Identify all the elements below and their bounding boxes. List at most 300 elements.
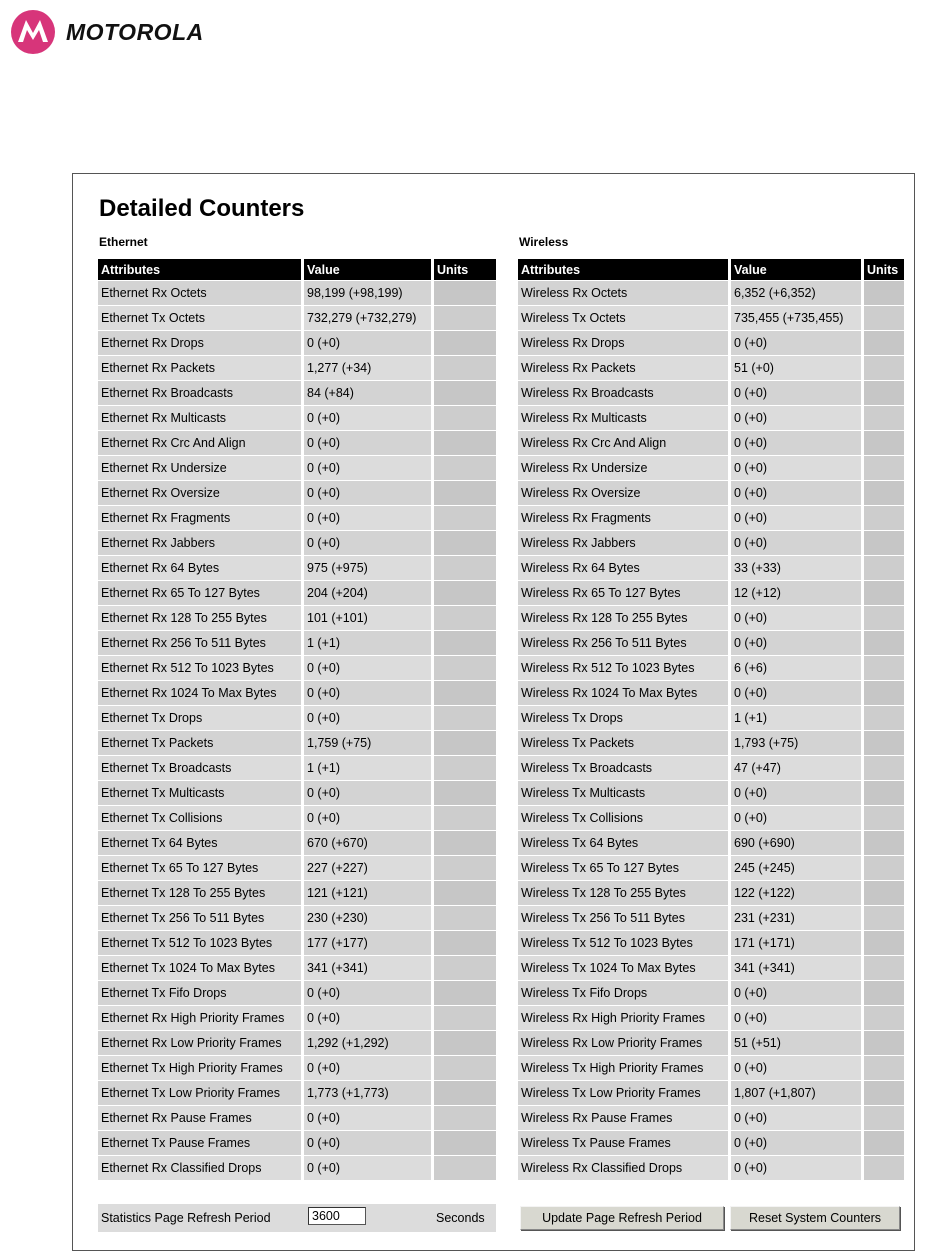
value-cell: 171 (+171) (731, 931, 864, 955)
units-cell (864, 806, 904, 830)
units-cell (434, 631, 496, 655)
attribute-cell: Ethernet Tx 512 To 1023 Bytes (98, 931, 304, 955)
refresh-period-label: Statistics Page Refresh Period (101, 1211, 271, 1225)
units-cell (434, 381, 496, 405)
units-cell (434, 1156, 496, 1180)
value-cell: 0 (+0) (304, 781, 434, 805)
attribute-cell: Wireless Tx Pause Frames (518, 1131, 731, 1155)
attribute-cell: Wireless Rx Fragments (518, 506, 731, 530)
value-cell: 0 (+0) (731, 981, 864, 1005)
attribute-cell: Ethernet Rx 512 To 1023 Bytes (98, 656, 304, 680)
attribute-cell: Wireless Tx 512 To 1023 Bytes (518, 931, 731, 955)
table-row (518, 781, 904, 805)
value-cell: 0 (+0) (731, 1131, 864, 1155)
attribute-cell: Wireless Rx High Priority Frames (518, 1006, 731, 1030)
units-cell (434, 756, 496, 780)
attribute-cell: Wireless Rx 1024 To Max Bytes (518, 681, 731, 705)
units-cell (864, 706, 904, 730)
table-row (518, 731, 904, 755)
attribute-cell: Wireless Rx 512 To 1023 Bytes (518, 656, 731, 680)
attribute-cell: Ethernet Rx Octets (98, 281, 304, 305)
units-cell (434, 1006, 496, 1030)
attribute-cell: Wireless Rx Broadcasts (518, 381, 731, 405)
attribute-cell: Wireless Rx Undersize (518, 456, 731, 480)
units-cell (864, 431, 904, 455)
table-row (98, 881, 496, 905)
table-row (98, 1006, 496, 1030)
attribute-cell: Ethernet Rx Classified Drops (98, 1156, 304, 1180)
attribute-cell: Wireless Rx 256 To 511 Bytes (518, 631, 731, 655)
units-cell (434, 406, 496, 430)
table-row (518, 981, 904, 1005)
value-cell: 0 (+0) (731, 631, 864, 655)
table-row (98, 1056, 496, 1080)
value-cell: 230 (+230) (304, 906, 434, 930)
attribute-cell: Ethernet Rx 128 To 255 Bytes (98, 606, 304, 630)
attribute-cell: Ethernet Rx Oversize (98, 481, 304, 505)
attribute-cell: Wireless Tx 128 To 255 Bytes (518, 881, 731, 905)
value-cell: 227 (+227) (304, 856, 434, 880)
wireless-counters-table (518, 258, 904, 1181)
units-cell (864, 656, 904, 680)
table-row (98, 531, 496, 555)
attribute-cell: Wireless Rx Packets (518, 356, 731, 380)
value-cell: 0 (+0) (731, 781, 864, 805)
value-cell: 0 (+0) (304, 431, 434, 455)
table-row (518, 456, 904, 480)
table-row (98, 831, 496, 855)
value-cell: 0 (+0) (304, 1056, 434, 1080)
table-row (98, 931, 496, 955)
header-attributes: Attributes (98, 259, 304, 280)
value-cell: 0 (+0) (731, 1006, 864, 1030)
value-cell: 0 (+0) (304, 331, 434, 355)
value-cell: 0 (+0) (731, 456, 864, 480)
table-row (518, 956, 904, 980)
attribute-cell: Wireless Rx Pause Frames (518, 1106, 731, 1130)
attribute-cell: Wireless Rx Multicasts (518, 406, 731, 430)
value-cell: 1,807 (+1,807) (731, 1081, 864, 1105)
value-cell: 1,793 (+75) (731, 731, 864, 755)
refresh-period-input[interactable] (308, 1207, 366, 1225)
units-cell (864, 506, 904, 530)
units-cell (434, 731, 496, 755)
table-row (98, 956, 496, 980)
value-cell: 1 (+1) (731, 706, 864, 730)
units-cell (864, 1056, 904, 1080)
table-row (518, 856, 904, 880)
value-cell: 0 (+0) (304, 406, 434, 430)
table-row (98, 1106, 496, 1130)
units-cell (434, 956, 496, 980)
attribute-cell: Wireless Tx Collisions (518, 806, 731, 830)
value-cell: 1,292 (+1,292) (304, 1031, 434, 1055)
table-row (518, 906, 904, 930)
attribute-cell: Wireless Tx Broadcasts (518, 756, 731, 780)
attribute-cell: Ethernet Tx 1024 To Max Bytes (98, 956, 304, 980)
units-cell (434, 931, 496, 955)
table-row (518, 681, 904, 705)
attribute-cell: Ethernet Tx Low Priority Frames (98, 1081, 304, 1105)
attribute-cell: Ethernet Rx Pause Frames (98, 1106, 304, 1130)
units-cell (864, 956, 904, 980)
units-cell (434, 856, 496, 880)
table-row (98, 581, 496, 605)
table-row (98, 981, 496, 1005)
table-row (98, 1031, 496, 1055)
value-cell: 98,199 (+98,199) (304, 281, 434, 305)
value-cell: 0 (+0) (731, 431, 864, 455)
table-row (98, 456, 496, 480)
value-cell: 0 (+0) (304, 1006, 434, 1030)
reset-system-counters-button[interactable]: Reset System Counters (730, 1206, 900, 1230)
table-row (518, 1031, 904, 1055)
attribute-cell: Wireless Tx Low Priority Frames (518, 1081, 731, 1105)
table-row (518, 356, 904, 380)
attribute-cell: Ethernet Tx 64 Bytes (98, 831, 304, 855)
units-cell (434, 306, 496, 330)
units-cell (434, 681, 496, 705)
value-cell: 0 (+0) (304, 681, 434, 705)
units-cell (434, 656, 496, 680)
value-cell: 0 (+0) (731, 606, 864, 630)
motorola-logo (10, 8, 204, 56)
value-cell: 121 (+121) (304, 881, 434, 905)
attribute-cell: Ethernet Rx Fragments (98, 506, 304, 530)
table-row (518, 831, 904, 855)
attribute-cell: Wireless Rx 64 Bytes (518, 556, 731, 580)
table-row (98, 606, 496, 630)
update-refresh-period-button[interactable]: Update Page Refresh Period (520, 1206, 724, 1230)
value-cell: 0 (+0) (304, 1131, 434, 1155)
units-cell (434, 281, 496, 305)
attribute-cell: Wireless Tx High Priority Frames (518, 1056, 731, 1080)
motorola-batwing-icon (10, 9, 56, 55)
units-cell (864, 756, 904, 780)
value-cell: 33 (+33) (731, 556, 864, 580)
table-row (518, 881, 904, 905)
value-cell: 1 (+1) (304, 756, 434, 780)
attribute-cell: Ethernet Tx 128 To 255 Bytes (98, 881, 304, 905)
page-title: Detailed Counters (99, 195, 305, 222)
units-cell (864, 406, 904, 430)
units-cell (864, 1006, 904, 1030)
units-cell (864, 731, 904, 755)
attribute-cell: Ethernet Tx Pause Frames (98, 1131, 304, 1155)
attribute-cell: Ethernet Tx Multicasts (98, 781, 304, 805)
units-cell (434, 1131, 496, 1155)
value-cell: 245 (+245) (731, 856, 864, 880)
value-cell: 0 (+0) (304, 506, 434, 530)
units-cell (864, 831, 904, 855)
table-row (518, 606, 904, 630)
units-cell (864, 481, 904, 505)
table-row (518, 556, 904, 580)
counter-actions (518, 1204, 904, 1232)
value-cell: 1,773 (+1,773) (304, 1081, 434, 1105)
table-row (518, 656, 904, 680)
table-row (518, 506, 904, 530)
attribute-cell: Ethernet Rx Broadcasts (98, 381, 304, 405)
attribute-cell: Ethernet Tx 65 To 127 Bytes (98, 856, 304, 880)
attribute-cell: Wireless Tx Packets (518, 731, 731, 755)
ethernet-counters-table (98, 258, 496, 1181)
value-cell: 0 (+0) (731, 531, 864, 555)
table-row (98, 706, 496, 730)
refresh-period-row (98, 1204, 496, 1232)
table-row (98, 631, 496, 655)
attribute-cell: Wireless Rx Low Priority Frames (518, 1031, 731, 1055)
table-header-row (518, 259, 904, 280)
value-cell: 51 (+0) (731, 356, 864, 380)
value-cell: 47 (+47) (731, 756, 864, 780)
units-cell (864, 331, 904, 355)
units-cell (864, 531, 904, 555)
header-units: Units (864, 259, 904, 280)
table-row (518, 406, 904, 430)
attribute-cell: Ethernet Rx 65 To 127 Bytes (98, 581, 304, 605)
value-cell: 690 (+690) (731, 831, 864, 855)
table-row (98, 656, 496, 680)
header-units: Units (434, 259, 496, 280)
table-row (98, 431, 496, 455)
header-attributes: Attributes (518, 259, 731, 280)
units-cell (864, 1031, 904, 1055)
table-row (98, 1131, 496, 1155)
table-row (518, 1056, 904, 1080)
value-cell: 6,352 (+6,352) (731, 281, 864, 305)
table-row (518, 381, 904, 405)
attribute-cell: Ethernet Tx Drops (98, 706, 304, 730)
table-row (518, 1131, 904, 1155)
units-cell (434, 981, 496, 1005)
value-cell: 0 (+0) (731, 1056, 864, 1080)
value-cell: 1,277 (+34) (304, 356, 434, 380)
units-cell (864, 1156, 904, 1180)
attribute-cell: Ethernet Rx Packets (98, 356, 304, 380)
table-row (518, 306, 904, 330)
units-cell (434, 581, 496, 605)
attribute-cell: Wireless Tx 65 To 127 Bytes (518, 856, 731, 880)
table-row (98, 406, 496, 430)
attribute-cell: Wireless Tx 64 Bytes (518, 831, 731, 855)
table-header-row (98, 259, 496, 280)
attribute-cell: Ethernet Tx High Priority Frames (98, 1056, 304, 1080)
table-row (98, 1081, 496, 1105)
wireless-section-label: Wireless (519, 235, 569, 249)
attribute-cell: Wireless Rx Classified Drops (518, 1156, 731, 1180)
table-row (518, 1006, 904, 1030)
value-cell: 0 (+0) (731, 681, 864, 705)
units-cell (434, 1056, 496, 1080)
units-cell (864, 781, 904, 805)
table-row (98, 1156, 496, 1180)
attribute-cell: Ethernet Rx 64 Bytes (98, 556, 304, 580)
attribute-cell: Ethernet Tx 256 To 511 Bytes (98, 906, 304, 930)
table-row (518, 581, 904, 605)
value-cell: 0 (+0) (304, 1156, 434, 1180)
table-row (518, 531, 904, 555)
value-cell: 12 (+12) (731, 581, 864, 605)
table-row (98, 506, 496, 530)
units-cell (434, 706, 496, 730)
value-cell: 341 (+341) (304, 956, 434, 980)
attribute-cell: Wireless Rx Oversize (518, 481, 731, 505)
units-cell (434, 556, 496, 580)
table-row (98, 781, 496, 805)
units-cell (434, 331, 496, 355)
units-cell (434, 356, 496, 380)
units-cell (864, 681, 904, 705)
units-cell (864, 306, 904, 330)
attribute-cell: Ethernet Tx Packets (98, 731, 304, 755)
value-cell: 51 (+51) (731, 1031, 864, 1055)
units-cell (434, 606, 496, 630)
value-cell: 1,759 (+75) (304, 731, 434, 755)
units-cell (434, 806, 496, 830)
value-cell: 0 (+0) (731, 481, 864, 505)
attribute-cell: Wireless Rx Octets (518, 281, 731, 305)
units-cell (434, 906, 496, 930)
units-cell (434, 481, 496, 505)
attribute-cell: Ethernet Tx Broadcasts (98, 756, 304, 780)
units-cell (864, 556, 904, 580)
value-cell: 0 (+0) (304, 706, 434, 730)
table-row (98, 681, 496, 705)
units-cell (434, 781, 496, 805)
units-cell (434, 1031, 496, 1055)
table-row (518, 431, 904, 455)
table-row (518, 631, 904, 655)
attribute-cell: Wireless Rx 128 To 255 Bytes (518, 606, 731, 630)
attribute-cell: Ethernet Rx High Priority Frames (98, 1006, 304, 1030)
value-cell: 0 (+0) (731, 1106, 864, 1130)
table-row (518, 331, 904, 355)
value-cell: 122 (+122) (731, 881, 864, 905)
attribute-cell: Wireless Tx Octets (518, 306, 731, 330)
units-cell (434, 1081, 496, 1105)
units-cell (434, 456, 496, 480)
attribute-cell: Ethernet Tx Octets (98, 306, 304, 330)
value-cell: 341 (+341) (731, 956, 864, 980)
table-row (98, 331, 496, 355)
counters-panel (72, 173, 915, 1251)
attribute-cell: Ethernet Rx 256 To 511 Bytes (98, 631, 304, 655)
units-cell (864, 906, 904, 930)
value-cell: 6 (+6) (731, 656, 864, 680)
table-row (518, 1081, 904, 1105)
value-cell: 0 (+0) (731, 331, 864, 355)
attribute-cell: Ethernet Rx Crc And Align (98, 431, 304, 455)
units-cell (864, 381, 904, 405)
attribute-cell: Ethernet Rx Low Priority Frames (98, 1031, 304, 1055)
value-cell: 732,279 (+732,279) (304, 306, 434, 330)
units-cell (864, 456, 904, 480)
attribute-cell: Wireless Tx 256 To 511 Bytes (518, 906, 731, 930)
units-cell (864, 631, 904, 655)
value-cell: 101 (+101) (304, 606, 434, 630)
value-cell: 0 (+0) (731, 381, 864, 405)
units-cell (864, 856, 904, 880)
attribute-cell: Ethernet Rx Drops (98, 331, 304, 355)
units-cell (434, 1106, 496, 1130)
table-row (518, 806, 904, 830)
attribute-cell: Wireless Rx Drops (518, 331, 731, 355)
attribute-cell: Ethernet Tx Collisions (98, 806, 304, 830)
value-cell: 0 (+0) (731, 806, 864, 830)
units-cell (434, 506, 496, 530)
table-row (98, 306, 496, 330)
units-cell (864, 1106, 904, 1130)
units-cell (864, 981, 904, 1005)
value-cell: 84 (+84) (304, 381, 434, 405)
attribute-cell: Wireless Rx Crc And Align (518, 431, 731, 455)
value-cell: 204 (+204) (304, 581, 434, 605)
table-row (518, 481, 904, 505)
table-row (518, 281, 904, 305)
refresh-period-units: Seconds (436, 1211, 485, 1225)
attribute-cell: Wireless Tx 1024 To Max Bytes (518, 956, 731, 980)
attribute-cell: Ethernet Rx Jabbers (98, 531, 304, 555)
table-row (518, 931, 904, 955)
value-cell: 0 (+0) (304, 981, 434, 1005)
units-cell (864, 356, 904, 380)
table-row (98, 856, 496, 880)
attribute-cell: Wireless Tx Fifo Drops (518, 981, 731, 1005)
attribute-cell: Ethernet Rx Undersize (98, 456, 304, 480)
attribute-cell: Wireless Tx Multicasts (518, 781, 731, 805)
value-cell: 0 (+0) (304, 481, 434, 505)
value-cell: 0 (+0) (731, 1156, 864, 1180)
units-cell (434, 881, 496, 905)
table-row (98, 381, 496, 405)
value-cell: 0 (+0) (304, 1106, 434, 1130)
attribute-cell: Wireless Rx 65 To 127 Bytes (518, 581, 731, 605)
table-row (98, 356, 496, 380)
table-row (98, 756, 496, 780)
units-cell (864, 581, 904, 605)
value-cell: 735,455 (+735,455) (731, 306, 864, 330)
table-row (518, 706, 904, 730)
table-row (98, 481, 496, 505)
attribute-cell: Ethernet Rx Multicasts (98, 406, 304, 430)
units-cell (864, 281, 904, 305)
value-cell: 0 (+0) (304, 806, 434, 830)
value-cell: 0 (+0) (304, 656, 434, 680)
table-row (98, 731, 496, 755)
table-row (98, 906, 496, 930)
units-cell (434, 531, 496, 555)
header-value: Value (731, 259, 864, 280)
table-row (98, 556, 496, 580)
attribute-cell: Ethernet Rx 1024 To Max Bytes (98, 681, 304, 705)
value-cell: 231 (+231) (731, 906, 864, 930)
value-cell: 0 (+0) (304, 456, 434, 480)
units-cell (864, 1081, 904, 1105)
value-cell: 0 (+0) (731, 506, 864, 530)
units-cell (434, 431, 496, 455)
table-row (98, 281, 496, 305)
ethernet-section-label: Ethernet (99, 235, 148, 249)
units-cell (864, 931, 904, 955)
units-cell (864, 1131, 904, 1155)
table-row (98, 806, 496, 830)
units-cell (434, 831, 496, 855)
attribute-cell: Wireless Rx Jabbers (518, 531, 731, 555)
value-cell: 670 (+670) (304, 831, 434, 855)
value-cell: 177 (+177) (304, 931, 434, 955)
brand-name: MOTOROLA (66, 18, 204, 45)
